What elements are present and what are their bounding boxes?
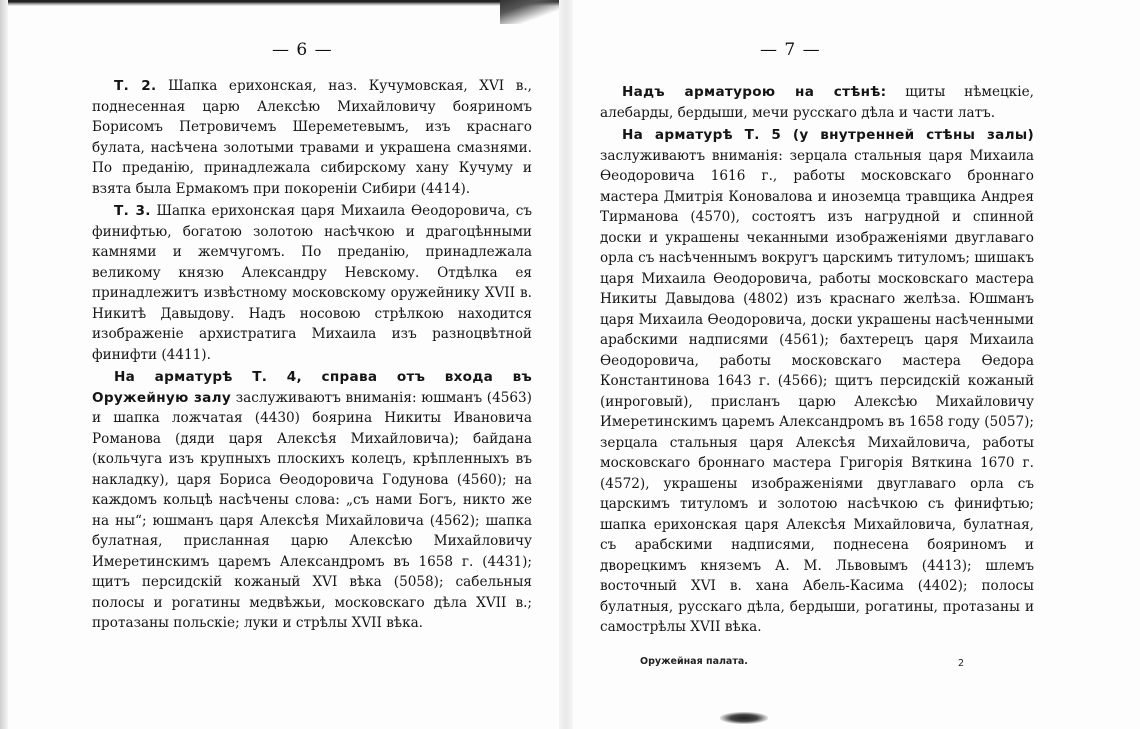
paragraph-body: заслуживаютъ вниманія: зерцала стальныя царя Михаила Өеодоровича 1616 г., работы московскаго броннаго мастера Дмитрія Коновалова и иноземца травщика Андрея Тирманова (4570), состоятъ изъ нагрудной и спинной доски и украшены чеканными изображеніями двуглаваго орла съ насѣченнымъ вокругъ царскимъ титуломъ; шишакъ царя Михаила Өеодоровича, работы московскаго мастера Никиты Давыдова (4802) изъ краснаго желѣза. Юшманъ царя Михаила Өеодоровича, доски украшены насѣченными арабскими надписями (4561); бахтерецъ царя Михаила Өеодоровича, работы московскаго мастера Өедора Константинова 1643 г. (4566); щитъ персидскій кожаный (инроговый), присланъ царю Алексѣю Михайловичу Имеретинскимъ царемъ Александромъ въ 1658 году (5057); зерцала стальныя царя Алексѣя Михайловича, работы московскаго броннаго мастера Григорія Вяткина 1670 г. (4572), украшены изображеніями двуглаваго орла съ царскимъ титуломъ и золотою насѣчкою съ финифтью; шапка ерихонская царя Алексѣя Михайловича, булатная, съ арабскими надписями, поднесена бояриномъ и дворецкимъ княземъ А. М. Львовымъ (4413); шлемъ восточный XVI в. хана Абель-Касима (4402); полосы булатныя, русскаго дѣла, бердыши, рогатины, протазаны и самострѣлы XVII вѣка. <box>600 147 1034 635</box>
paragraph-lead: На арматурѣ Т. 5 (у внутренней стѣны залы) <box>622 127 1034 143</box>
paragraph-body: Шапка ерихонская, наз. Кучумовская, XVI в., поднесенная царю Алексѣю Михайловичу бояриномъ Борисомъ Петровичемъ Шереметевымъ, изъ краснаго булата, насѣчена золотыми травами и украшена смазнями. По преданію, принадлежала сибирскому хану Кучуму и взята была Ермакомъ при покореніи Сибири (4414). <box>92 78 533 197</box>
ink-blot <box>720 712 768 724</box>
paragraph-body: щиты нѣмецкіе, алебарды, бердыши, мечи русскаго дѣла и части латъ. <box>600 84 1034 121</box>
paragraph-wall-armature <box>600 82 1034 123</box>
paragraph-lead: Т. 3. <box>114 203 151 219</box>
paragraph-lead: Надъ арматурою на стѣнѣ: <box>622 84 887 100</box>
paragraph-t5 <box>600 125 1034 638</box>
left-page-text <box>92 76 532 636</box>
paragraph-body: заслуживаютъ вниманія: юшманъ (4563) и шапка ложчатая (4430) боярина Никиты Ивановича Романова (дяди царя Алексѣя Михайловича); байдана (кольчуга изъ крупныхъ плоскихъ колецъ, крѣпленныхъ въ накладку), царя Бориса Өеодоровича Годунова (4560); на каждомъ кольцѣ насѣчены слова: „съ нами Богъ, никто же на ны“; юшманъ царя Алексѣя Михайловича (4562); шапка булатная, присланная царю Алексѣю Михайловичу Имеретинскимъ царемъ Александромъ въ 1658 г. (4431); щитъ персидскій кожаный XVI вѣка (5058); сабельныя полосы и рогатины медвѣжьи, московскаго дѣла XVII в.; протазаны польскіе; луки и стрѣлы XVII вѣка. <box>92 389 532 631</box>
scan-top-smudge <box>500 0 560 24</box>
scan-left-edge <box>0 0 8 729</box>
right-page-text <box>600 82 1034 640</box>
right-page-number: — 7 — <box>760 40 821 60</box>
paragraph-t2 <box>92 76 532 199</box>
paragraph-lead: Т. 2. <box>114 78 157 94</box>
book-gutter <box>559 0 573 729</box>
scan-top-edge <box>0 0 560 6</box>
paragraph-t3 <box>92 201 532 365</box>
left-page-number: — 6 — <box>272 40 333 60</box>
paragraph-body: Шапка ерихонская царя Михаила Өеодоровича, съ финифтью, богатою золотою насѣчкою и драгоцѣнными камнями и жемчугомъ. По преданію, принадлежала великому князю Александру Невскому. Отдѣлка ея принадлежитъ извѣстному московскому оружейнику XVII в. Никитѣ Давыдову. Надъ носовою стрѣлкою находится изображеніе архистратига Михаила изъ разноцвѣтной финифти (4411). <box>92 203 533 363</box>
paragraph-t4 <box>92 367 532 634</box>
paragraph-lead: На арматурѣ Т. 4, справа отъ входа въ Оружейную залу <box>92 369 532 406</box>
footer-title: Оружейная палата. <box>640 656 748 667</box>
footer-signature: 2 <box>958 658 965 669</box>
